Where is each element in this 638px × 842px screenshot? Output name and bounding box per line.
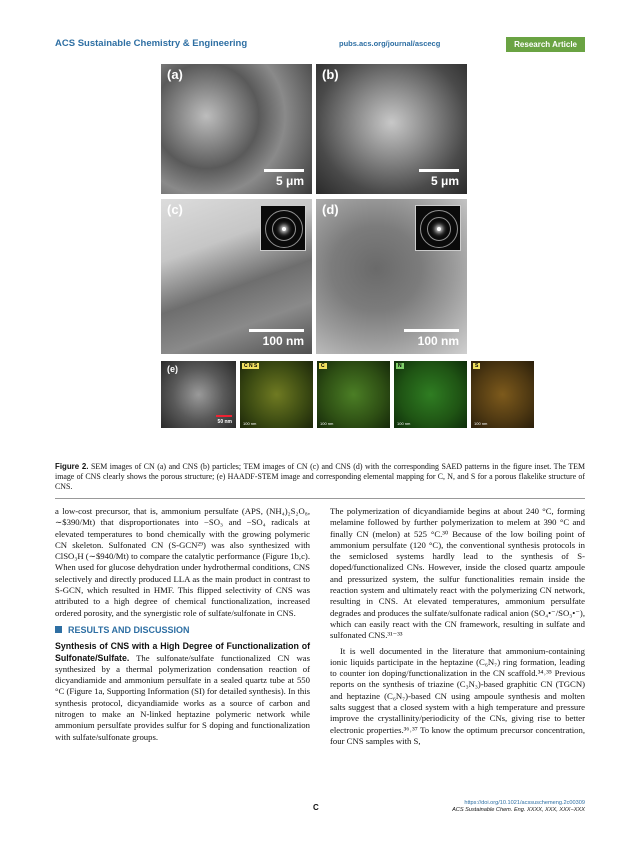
figure-panel-d — [316, 199, 467, 354]
journal-url[interactable]: pubs.acs.org/journal/ascecg — [339, 39, 441, 48]
figure-caption — [55, 462, 585, 492]
elemental-map-nitrogen — [394, 361, 467, 428]
figure-panel-b — [316, 64, 467, 194]
panel-label: (d) — [322, 202, 339, 217]
body-text: The sulfonate/sulfate functionalized CN was synthesized by a thermal polymerization condensation reaction of dicyandiamide and ammonium persulfate in a sealed quartz tube at 550 °C (Figure 1a, Supporting Information (SI) for detailed synthesis). In this synthesis protocol, dicyandiamide works as a source of carbon and nitrogen to make an N-linked heptazine polymeric network while ammonium persulfate provides sulfur for S doping and functionalization with sulfate/sulfonate groups. — [55, 652, 310, 742]
doi-link[interactable]: https://doi.org/10.1021/acssuschemeng.2c00309 — [464, 800, 585, 806]
elemental-map-overlay — [240, 361, 313, 428]
subsection-heading: Synthesis of CNS with a High Degree of Functionalization of Sulfonate/Sulfate. — [55, 641, 310, 663]
map-tag: N — [398, 363, 402, 369]
body-paragraph: a low-cost precursor, that is, ammonium persulfate (APS, (NH₄)₂S₂O₈, ∼$390/Mt) that disproportionates into −SO₃ and −SO₄ radicals at elevated temperatures to bond chemically with the growing polymeric CN skeleton. Sulfonated CN (S-GCN²⁹) was also synthesized with ClSO₃H (∼$940/Mt) to compare the catalytic performance (Figure 1b,c). When used for glucose dehydration under hydrothermal conditions, CNS selectively and directly produced LLA as the main product in contrast to S-GCN, which resulted in HMF. This flipped selectivity of CNS was attributed to a high degree of chemical functionalization, increased ordered porosity, and the synergistic role of sulfate/sulfonate in CNS. — [55, 506, 310, 618]
scale-bar: 100 nm — [249, 329, 304, 348]
body-paragraph: The polymerization of dicyandiamide begins at about 240 °C, forming melamine followed by further polymerization to melem at 390 °C and finally CN (melon) at 525 °C.³⁰ Because of the low boiling point of ammonium persulfate (120 °C), the conventional synthesis protocols in the semiclosed systems hardly lead to the synthesis of S-doped/functionalized CNs. However, inside the closed quartz ampoule and pressurized system, the sulfur functionalities remain inside the reaction system and ultimately react with the polymerizing CN network, resulting in CNS. At elevated temperatures, ammonium persulfate degrades and produces the sulfate/sulfonate radical anion (SO₄•⁻/SO₃•⁻), which can easily react with the CN framework, resulting in sulfate and sulfonated CNS.³¹⁻³³ — [330, 506, 585, 641]
figure-panel-e — [161, 361, 236, 428]
page-number: C — [313, 803, 319, 812]
caption-text: SEM images of CN (a) and CNS (b) particles; TEM images of CN (c) and CNS (d) with the corresponding SAED patterns in the figure inset. The TEM image of CNS clearly shows the porous structure; (e) HAADF-STEM image and corresponding elemental mapping for C, N, and S for a porous flakelike structure of CNS. — [55, 462, 585, 491]
doi-block — [420, 800, 585, 814]
left-column — [55, 506, 310, 747]
article-type-badge: Research Article — [506, 37, 585, 52]
scale-bar: 5 μm — [419, 169, 459, 188]
saed-pattern-inset — [415, 205, 461, 251]
panel-label: (c) — [167, 202, 183, 217]
panel-label: (a) — [167, 67, 183, 82]
map-scale: 100 nm — [243, 421, 257, 426]
section-square-icon — [55, 626, 62, 633]
body-paragraph: It is well documented in the literature that ammonium-containing ionic liquids participate in the heptazine (C₆N₇) ring formation, leading to counter ion doping/functionalization in the CN scaffold.³⁴˒³⁵ Previous reports on the synthesis of triazine (C₃N₃)-based graphitic CN (TGCN) and heptazine (C₆N₇)-based CN using ampoule synthesis and molten salts suggest that a closed system with a high temperature and pressure improve the crystallinity/periodicity of the CNs, giving rise to better electronic properties.³⁶˒³⁷ To know the optimum precursor concentration, four CNS samples with S, — [330, 645, 585, 746]
map-scale: 100 nm — [320, 421, 334, 426]
section-heading: RESULTS AND DISCUSSION — [55, 625, 310, 636]
panel-label: (b) — [322, 67, 339, 82]
panel-label: (e) — [167, 364, 178, 374]
map-tag: S — [475, 363, 479, 369]
page-header — [55, 38, 585, 54]
scale-bar: 50 nm — [216, 415, 232, 425]
figure-panel-a — [161, 64, 312, 194]
saed-pattern-inset — [260, 205, 306, 251]
map-scale: 100 nm — [474, 421, 488, 426]
scale-bar: 5 μm — [264, 169, 304, 188]
caption-divider — [55, 498, 585, 499]
elemental-map-sulfur — [471, 361, 534, 428]
body-paragraph — [55, 641, 310, 743]
caption-label: Figure 2. — [55, 462, 89, 471]
map-tag: C N S — [244, 363, 258, 369]
elemental-map-carbon — [317, 361, 390, 428]
journal-name: ACS Sustainable Chemistry & Engineering — [55, 38, 248, 49]
map-scale: 100 nm — [397, 421, 411, 426]
figure-panel-c — [161, 199, 312, 354]
citation-line: ACS Sustainable Chem. Eng. XXXX, XXX, XXX−XXX — [452, 807, 585, 813]
scale-bar: 100 nm — [404, 329, 459, 348]
right-column — [330, 506, 585, 751]
map-tag: C — [321, 363, 325, 369]
